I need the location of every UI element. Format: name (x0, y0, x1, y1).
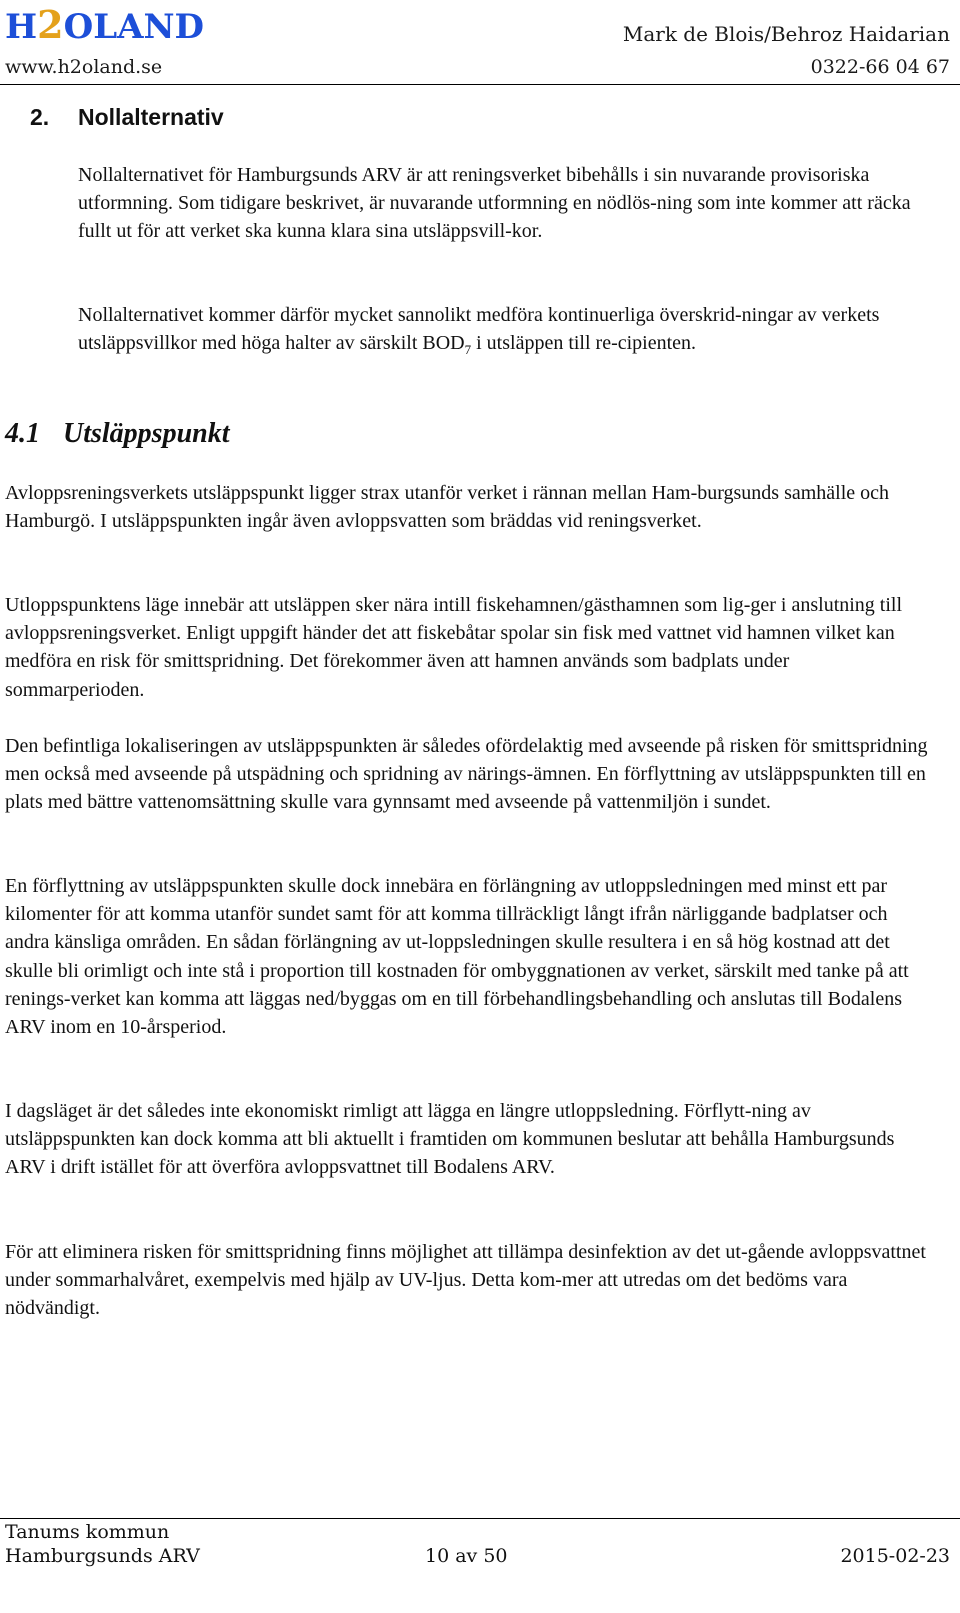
company-logo (5, 2, 205, 47)
section-4-1-paragraph-2: Utloppspunktens läge innebär att utsläppen sker nära intill fiskehamnen/gästhamnen som lig-ger i anslutning till avloppsreningsverket. Enligt uppgift händer det att fiskebåtar spolar sin fisk med vattnet vid hamnen vilket kan medföra en risk för smittspridning. Det förekommer även att hamnen används som badplats under sommarperioden. (5, 594, 903, 701)
p2-text-after: i utsläppen till re-cipienten. (471, 332, 697, 355)
section-4-1-paragraph-3: Den befintliga lokaliseringen av utsläppspunkten är således ofördelaktig med avseende på risken för smittspridning men också med avseende på utspädning och spridning av närings-ämnen. En förflyttning av utsläppspunkten till en plats med bättre vattenomsättning skulle vara gynnsamt med avseende på vattenmiljön i sundet. (5, 735, 928, 814)
logo-h: H (5, 7, 38, 47)
phone-text: 0322-66 04 67 (810, 56, 950, 78)
section-4-1-title: Utsläppspunkt (63, 418, 230, 449)
bod-subscript: 7 (464, 342, 472, 358)
section-2-title: Nollalternativ (78, 104, 224, 130)
footer-project: Hamburgsunds ARV (5, 1545, 200, 1567)
section-2-number: 2. (30, 104, 50, 130)
footer-page-number: 10 av 50 (425, 1545, 508, 1567)
section-2-paragraph-2 (78, 301, 928, 364)
section-4-1-paragraph-1: Avloppsreningsverkets utsläppspunkt ligger strax utanför verket i rännan mellan Ham-burgsunds samhälle och Hamburgö. I utsläppspunkten ingår även avloppsvatten som bräddas vid reningsverket. (5, 482, 890, 533)
section-4-1-paragraph-4: En förflyttning av utsläppspunkten skulle dock innebära en förlängning av utloppsledningen med minst ett par kilomenter för att komma utanför sundet samt för att komma tillräckligt långt ifrån närliggande badplatser och andra känsliga områden. En sådan förlängning av ut-loppsledningen skulle resultera i en så hög kostnad att det skulle bli orimligt och inte stå i proportion till kostnaden för ombyggnationen av verket, särskilt med tanke på att renings-verket kan komma att läggas ned/byggas om en till förbehandlingsbehandling och anslutas till Bodalens ARV inom en 10-årsperiod. (5, 875, 909, 1039)
website-text: www.h2oland.se (5, 56, 163, 78)
section-2-paragraph-1: Nollalternativet för Hamburgsunds ARV är att reningsverket bibehålls i sin nuvarande provisoriska utformning. Som tidigare beskrivet, är nuvarande utformning en nödlös-ning som inte kommer att räcka fullt ut för att verket ska kunna klara sina utsläppsvill-kor. (78, 164, 911, 243)
footer-municipality: Tanums kommun (5, 1521, 170, 1543)
section-4-1-number: 4.1 (5, 418, 40, 449)
section-2-heading (30, 104, 224, 131)
section-4-1-heading (5, 418, 230, 450)
footer-divider (0, 1518, 960, 1519)
section-4-1-paragraph-6: För att eliminera risken för smittspridning finns möjlighet att tillämpa desinfektion av det ut-gående avloppsvattnet under sommarhalvåret, exempelvis med hjälp av UV-ljus. Detta kom-mer att utredas om det bedöms vara nödvändigt. (5, 1241, 926, 1320)
logo-oland: OLAND (63, 7, 205, 47)
authors-text: Mark de Blois/Behroz Haidarian (622, 22, 950, 46)
p2-text-before: Nollalternativet kommer därför mycket sannolikt medföra kontinuerliga överskrid-ningar av verkets utsläppsvillkor med höga halter av särskilt BOD (78, 304, 880, 355)
logo-two: 2 (37, 2, 64, 47)
footer-date: 2015-02-23 (840, 1545, 950, 1567)
header-divider (0, 84, 960, 85)
section-4-1-paragraph-5: I dagsläget är det således inte ekonomiskt rimligt att lägga en längre utloppsledning. Förflytt-ning av utsläppspunkten kan dock komma att bli aktuellt i framtiden om kommunen beslutar att behålla Hamburgsunds ARV i drift istället för att överföra avloppsvattnet till Bodalens ARV. (5, 1100, 895, 1179)
